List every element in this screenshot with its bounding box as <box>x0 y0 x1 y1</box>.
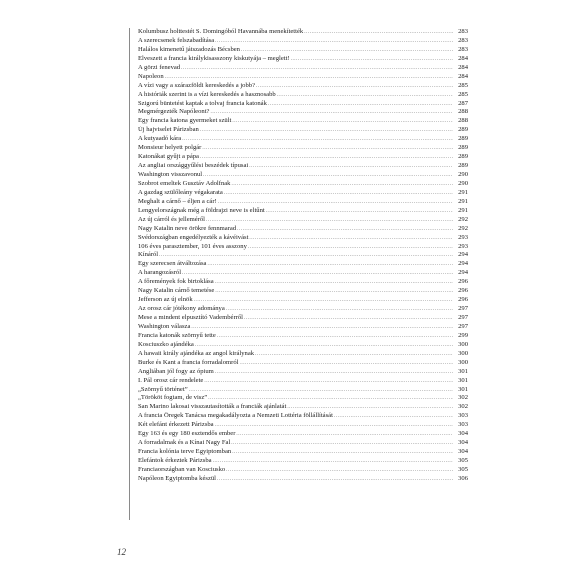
toc-entry <box>138 28 468 37</box>
toc-entry <box>138 207 468 216</box>
toc-entry-title: A históriák szerint is a vízi kereskedés a hasznosabb <box>138 90 276 98</box>
toc-entry-page: 285 <box>458 81 468 89</box>
toc-entry-title: Két elefánt érkezett Párizsba <box>138 421 214 429</box>
toc-entry <box>138 117 468 126</box>
toc-entry-title: Monsieur helyett polgár <box>138 144 202 152</box>
toc-entry <box>138 234 468 243</box>
toc-entry-title: Szigorú büntetést kaptak a tolvaj francia katonák <box>138 99 267 107</box>
dot-leader <box>240 360 453 368</box>
dot-leader <box>231 181 453 189</box>
toc-entry-title: A szerecsenek felszabadítása <box>138 36 215 44</box>
page-number: 12 <box>117 547 126 557</box>
dot-leader <box>215 288 453 296</box>
toc-entry-title: San Marino lakosai visszautasították a franciák ajánlatát <box>138 403 287 411</box>
dot-leader <box>208 395 453 403</box>
toc-entry-page: 290 <box>458 171 468 178</box>
toc-entry <box>138 180 468 189</box>
toc-entry <box>138 153 468 162</box>
toc-entry <box>138 189 468 198</box>
toc-entry-title: Burke és Kant a francia forradalomról <box>138 358 239 366</box>
toc-entry-title: A gazdag szülőleány végakarata <box>138 188 223 196</box>
toc-entry-page: 289 <box>458 162 468 170</box>
toc-entry-page: 297 <box>458 322 468 330</box>
toc-entry-title: Elveszett a francia királykisasszony kiskutyája – meglett! <box>138 54 290 62</box>
toc-entry-title: A görzi fenevad <box>138 63 181 71</box>
dot-leader <box>210 109 453 117</box>
dot-leader <box>277 92 453 100</box>
dot-leader <box>200 154 453 162</box>
table-of-contents <box>138 28 468 484</box>
toc-entry-page: 303 <box>458 412 468 420</box>
toc-entry-page: 302 <box>458 403 468 411</box>
toc-entry <box>138 323 468 332</box>
toc-entry-page: 304 <box>458 439 468 447</box>
toc-entry <box>138 394 468 403</box>
toc-entry-page: 301 <box>458 367 468 375</box>
dot-leader <box>334 413 453 421</box>
toc-entry-page: 289 <box>458 126 468 134</box>
dot-leader <box>266 208 453 216</box>
toc-entry-title: Katonákat gyűjt a pápa <box>138 153 199 161</box>
dot-leader <box>244 315 453 323</box>
dot-leader <box>268 101 453 109</box>
dot-leader <box>165 74 453 82</box>
toc-entry-page: 284 <box>458 63 468 71</box>
toc-entry-title: Új hajviselet Párizsban <box>138 126 199 134</box>
dot-leader <box>236 431 453 439</box>
dot-leader <box>207 261 453 269</box>
toc-entry-title: Washington visszavonul <box>138 171 203 178</box>
toc-entry <box>138 296 468 305</box>
toc-entry <box>138 403 468 412</box>
toc-entry-page: 294 <box>458 269 468 277</box>
toc-entry <box>138 135 468 144</box>
dot-leader <box>215 38 453 46</box>
toc-entry-page: 296 <box>458 287 468 295</box>
toc-entry <box>138 73 468 82</box>
dot-leader <box>204 378 453 386</box>
toc-entry-title: Lengyelországnak még a földrajzi neve is eltűnt <box>138 206 265 214</box>
toc-entry-page: 294 <box>458 251 468 259</box>
toc-entry <box>138 466 468 475</box>
dot-leader <box>224 190 453 198</box>
toc-entry <box>138 386 468 395</box>
toc-entry-title: Napóleon Egyiptomba készül <box>138 474 217 482</box>
dot-leader <box>232 449 453 457</box>
dot-leader <box>231 440 453 448</box>
toc-entry-page: 304 <box>458 448 468 456</box>
dot-leader <box>304 29 453 37</box>
toc-entry-page: 290 <box>458 179 468 187</box>
toc-entry <box>138 225 468 234</box>
dot-leader <box>159 252 453 260</box>
toc-entry <box>138 430 468 439</box>
toc-entry <box>138 108 468 117</box>
toc-entry-title: A főremények fok birtoklása <box>138 278 214 286</box>
toc-entry-page: 284 <box>458 54 468 62</box>
toc-entry-page: 293 <box>458 242 468 250</box>
toc-entry <box>138 64 468 73</box>
dot-leader <box>226 306 453 314</box>
toc-entry-title: Franciaországban van Kosciusko <box>138 465 226 473</box>
toc-entry-page: 302 <box>458 394 468 402</box>
toc-entry <box>138 368 468 377</box>
toc-entry <box>138 448 468 457</box>
toc-entry-title: Halálos kimenetű játszadozás Bécsben <box>138 45 240 53</box>
toc-entry-page: 288 <box>458 108 468 116</box>
toc-entry-page: 283 <box>458 45 468 53</box>
dot-leader <box>194 297 453 305</box>
toc-entry-title: Megmérgezték Napóleont? <box>138 108 210 116</box>
toc-entry-page: 296 <box>458 296 468 304</box>
toc-entry-page: 303 <box>458 421 468 429</box>
toc-entry-page: 291 <box>458 206 468 214</box>
dot-leader <box>202 145 453 153</box>
toc-entry <box>138 350 468 359</box>
toc-entry-page: 304 <box>458 430 468 438</box>
toc-entry-title: Nagy Katalin cárnő temetése <box>138 287 215 295</box>
toc-entry-page: 305 <box>458 457 468 464</box>
toc-entry-page: 283 <box>458 36 468 44</box>
toc-entry-title: „Szörnyű történet” <box>138 385 188 393</box>
toc-entry-title: Kolumbusz holttestét S. Domingóból Havannába menekítették <box>138 28 304 35</box>
dot-leader <box>237 226 453 234</box>
toc-entry <box>138 216 468 225</box>
dot-leader <box>287 404 453 412</box>
toc-entry <box>138 91 468 100</box>
toc-entry-title: Washington válasza <box>138 322 191 330</box>
toc-entry <box>138 457 468 466</box>
toc-entry-page: 297 <box>458 314 468 321</box>
toc-entry <box>138 287 468 296</box>
toc-entry-title: Kínáról <box>138 251 159 259</box>
toc-entry-page: 299 <box>458 331 468 339</box>
toc-entry <box>138 412 468 421</box>
toc-entry <box>138 260 468 269</box>
toc-entry-page: 291 <box>458 197 468 205</box>
dot-leader <box>217 476 453 484</box>
toc-entry-title: Angliában jól fogy az ópium <box>138 367 214 375</box>
toc-entry <box>138 171 468 180</box>
toc-entry-page: 301 <box>458 385 468 393</box>
dot-leader <box>215 422 453 430</box>
dot-leader <box>215 369 453 377</box>
toc-entry-page: 284 <box>458 72 468 80</box>
toc-entry <box>138 359 468 368</box>
toc-entry-title: 106 éves parasztember, 101 éves asszony <box>138 242 247 250</box>
toc-entry <box>138 82 468 91</box>
toc-entry <box>138 100 468 109</box>
toc-entry <box>138 251 468 260</box>
toc-entry-page: 291 <box>458 188 468 196</box>
toc-entry-title: Egy francia katona gyermeket szült <box>138 117 232 125</box>
toc-entry-page: 285 <box>458 90 468 98</box>
toc-entry-page: 289 <box>458 153 468 161</box>
margin-rule <box>129 28 130 520</box>
dot-leader <box>195 342 453 350</box>
dot-leader <box>189 387 453 395</box>
toc-entry-title: Elefántok érkeztek Párizsba <box>138 457 212 464</box>
toc-entry <box>138 278 468 287</box>
toc-entry-title: A francia Öregek Tanácsa megakadályozta a Nemzeti Lottéria föllállítását <box>138 412 333 420</box>
dot-leader <box>203 172 453 180</box>
toc-entry-title: A kutyaadó kára <box>138 135 182 143</box>
toc-entry-title: A harangozásról <box>138 269 182 277</box>
dot-leader <box>218 199 453 207</box>
toc-entry-title: „Törököt fogtam, de visz” <box>138 394 208 402</box>
dot-leader <box>182 270 453 278</box>
dot-leader <box>256 83 453 91</box>
toc-entry-title: Napoleon <box>138 72 164 80</box>
dot-leader <box>191 324 453 332</box>
dot-leader <box>248 244 453 252</box>
toc-entry-page: 301 <box>458 376 468 384</box>
toc-entry-page: 300 <box>458 349 468 357</box>
toc-entry <box>138 198 468 207</box>
toc-entry-title: Jefferson az új elnök <box>138 296 193 304</box>
toc-entry-page: 288 <box>458 117 468 125</box>
toc-entry <box>138 126 468 135</box>
toc-entry-page: 306 <box>458 474 468 482</box>
toc-entry-title: Szobrot emeltek Gusztáv Adolfnak <box>138 179 231 187</box>
toc-entry-page: 292 <box>458 224 468 232</box>
toc-entry-title: I. Pál orosz cár rendelete <box>138 376 204 384</box>
toc-entry <box>138 37 468 46</box>
toc-entry-page: 297 <box>458 305 468 313</box>
toc-entry-page: 283 <box>458 28 468 35</box>
toc-entry-page: 292 <box>458 215 468 223</box>
toc-entry-page: 294 <box>458 260 468 268</box>
toc-entry-title: Az orosz cár jótékony adománya <box>138 305 225 313</box>
dot-leader <box>206 217 453 225</box>
toc-entry <box>138 475 468 484</box>
dot-leader <box>249 235 453 243</box>
toc-entry <box>138 243 468 252</box>
dot-leader <box>213 458 453 466</box>
toc-entry-title: Az új cárról és jelleméről <box>138 215 206 223</box>
dot-leader <box>182 136 453 144</box>
dot-leader <box>232 118 453 126</box>
dot-leader <box>291 56 453 64</box>
toc-entry-title: Mese a mindent elpusztító Vadembérről <box>138 314 243 321</box>
toc-entry-title: Az angliai országgyűlési beszédek típusai <box>138 162 249 170</box>
toc-entry-page: 300 <box>458 340 468 348</box>
toc-entry-title: A hawaii király ajándéka az angol királynak <box>138 349 255 357</box>
toc-entry <box>138 55 468 64</box>
toc-entry-title: Egy 163 és egy 180 esztendős ember <box>138 430 236 438</box>
toc-entry <box>138 46 468 55</box>
toc-entry <box>138 341 468 350</box>
toc-entry <box>138 439 468 448</box>
dot-leader <box>215 279 453 287</box>
dot-leader <box>200 127 453 135</box>
dot-leader <box>226 467 453 475</box>
toc-entry-title: Kosciuszko ajándéka <box>138 340 194 348</box>
toc-entry-title: Nagy Katalin neve örökre fennmarad <box>138 224 237 232</box>
toc-entry <box>138 332 468 341</box>
dot-leader <box>249 163 453 171</box>
toc-entry-page: 296 <box>458 278 468 286</box>
toc-entry <box>138 269 468 278</box>
toc-entry-title: A vízi vagy a szárazföldi kereskedés a jobb? <box>138 81 255 89</box>
toc-entry-title: Francia kolónia terve Egyiptomban <box>138 448 232 456</box>
dot-leader <box>255 351 453 359</box>
dot-leader <box>241 47 453 55</box>
toc-entry <box>138 377 468 386</box>
toc-entry-title: Svédországban engedélyezték a kávéivást <box>138 233 249 241</box>
toc-entry-page: 289 <box>458 144 468 152</box>
toc-entry <box>138 162 468 171</box>
toc-entry-page: 293 <box>458 233 468 241</box>
toc-entry-page: 305 <box>458 465 468 473</box>
toc-entry-page: 300 <box>458 358 468 366</box>
toc-entry-title: Meghalt a cárnő – éljen a cár! <box>138 197 217 205</box>
toc-entry-page: 287 <box>458 99 468 107</box>
dot-leader <box>217 333 453 341</box>
toc-entry <box>138 421 468 430</box>
dot-leader <box>181 65 453 73</box>
toc-entry-title: A forradalmak és a Kínai Nagy Fal <box>138 439 231 447</box>
toc-entry <box>138 144 468 153</box>
toc-entry <box>138 314 468 323</box>
toc-entry-title: Egy szerecsen átváltozása <box>138 260 207 268</box>
toc-entry-page: 289 <box>458 135 468 143</box>
toc-entry-title: Francia katonák szörnyű tette <box>138 331 216 339</box>
toc-entry <box>138 305 468 314</box>
